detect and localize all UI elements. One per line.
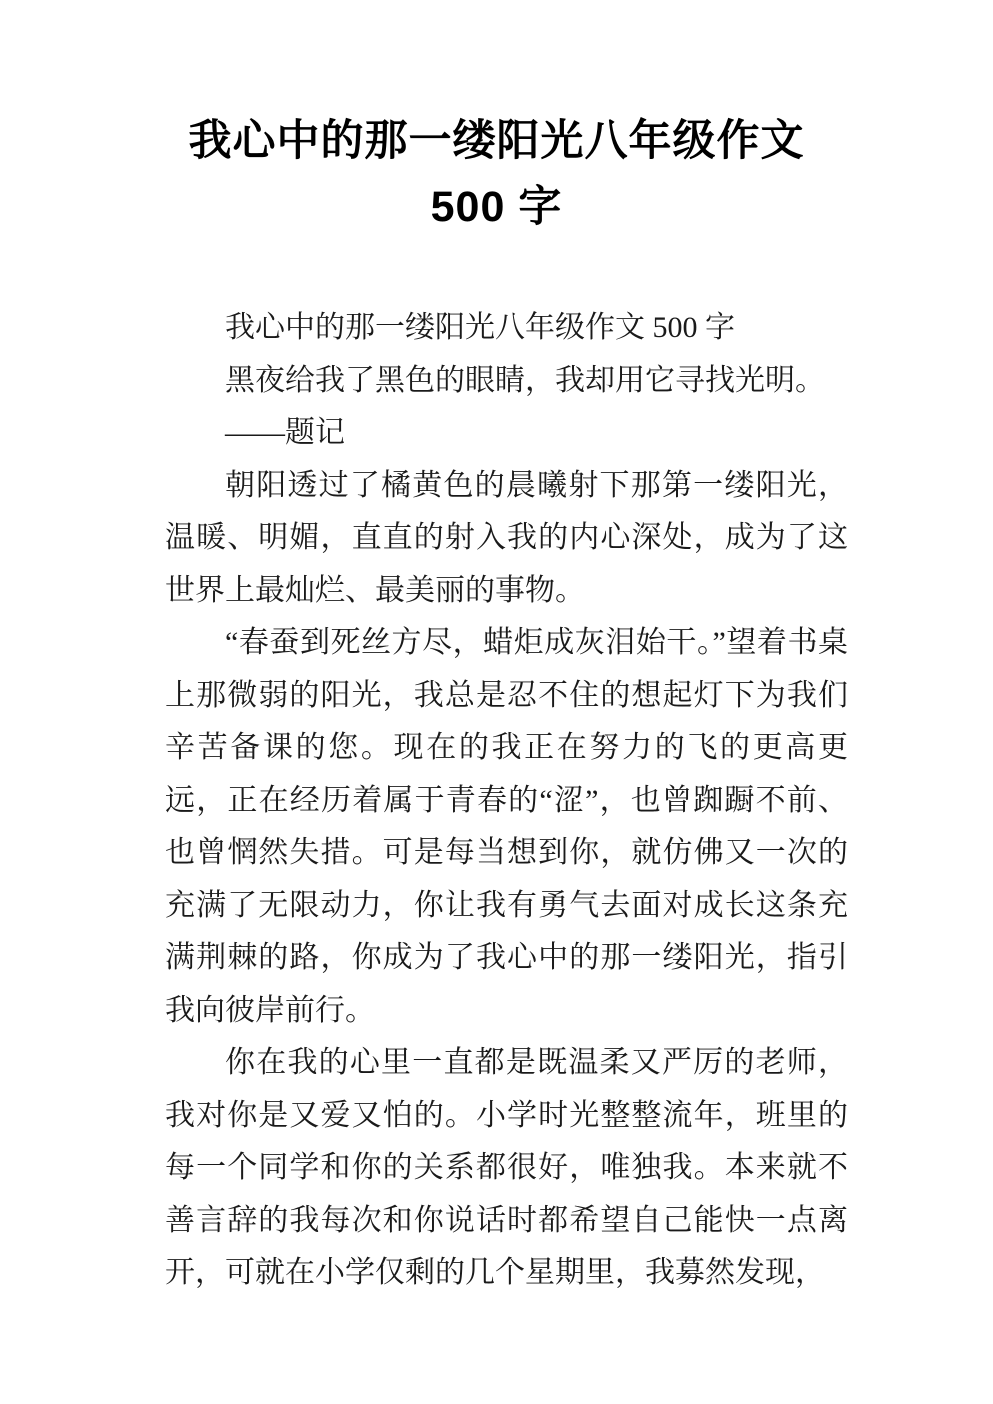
paragraph: 朝阳透过了橘黄色的晨曦射下那第一缕阳光，温暖、明媚，直直的射入我的内心深处，成为了这世界上最灿烂、最美丽的事物。 bbox=[165, 468, 848, 607]
paragraph: ——题记 bbox=[225, 416, 345, 449]
document-body bbox=[165, 302, 848, 1300]
paragraph: “春蚕到死丝方尽，蜡炬成灰泪始干。”望着书桌上那微弱的阳光，我总是忍不住的想起灯下为我们辛苦备课的您。现在的我正在努力的飞的更高更远，正在经历着属于青春的“涩”，也曾踟蹰不前、也曾惘然失措。可是每当想到你，就仿佛又一次的充满了无限动力，你让我有勇气去面对成长这条充满荆棘的路，你成为了我心中的那一缕阳光，指引我向彼岸前行。 bbox=[165, 626, 848, 1027]
paragraph: 黑夜给我了黑色的眼睛，我却用它寻找光明。 bbox=[225, 363, 825, 397]
paragraph: 我心中的那一缕阳光八年级作文 500 字 bbox=[225, 311, 735, 344]
paragraph: 你在我的心里一直都是既温柔又严厉的老师，我对你是又爱又怕的。小学时光整整流年，班里的每一个同学和你的关系都很好，唯独我。本来就不善言辞的我每次和你说话时都希望自己能快一点离开，可就在小学仅剩的几个星期里，我募然发现， bbox=[165, 1046, 848, 1289]
document-title: 我心中的那一缕阳光八年级作文 500 字 bbox=[188, 117, 805, 231]
